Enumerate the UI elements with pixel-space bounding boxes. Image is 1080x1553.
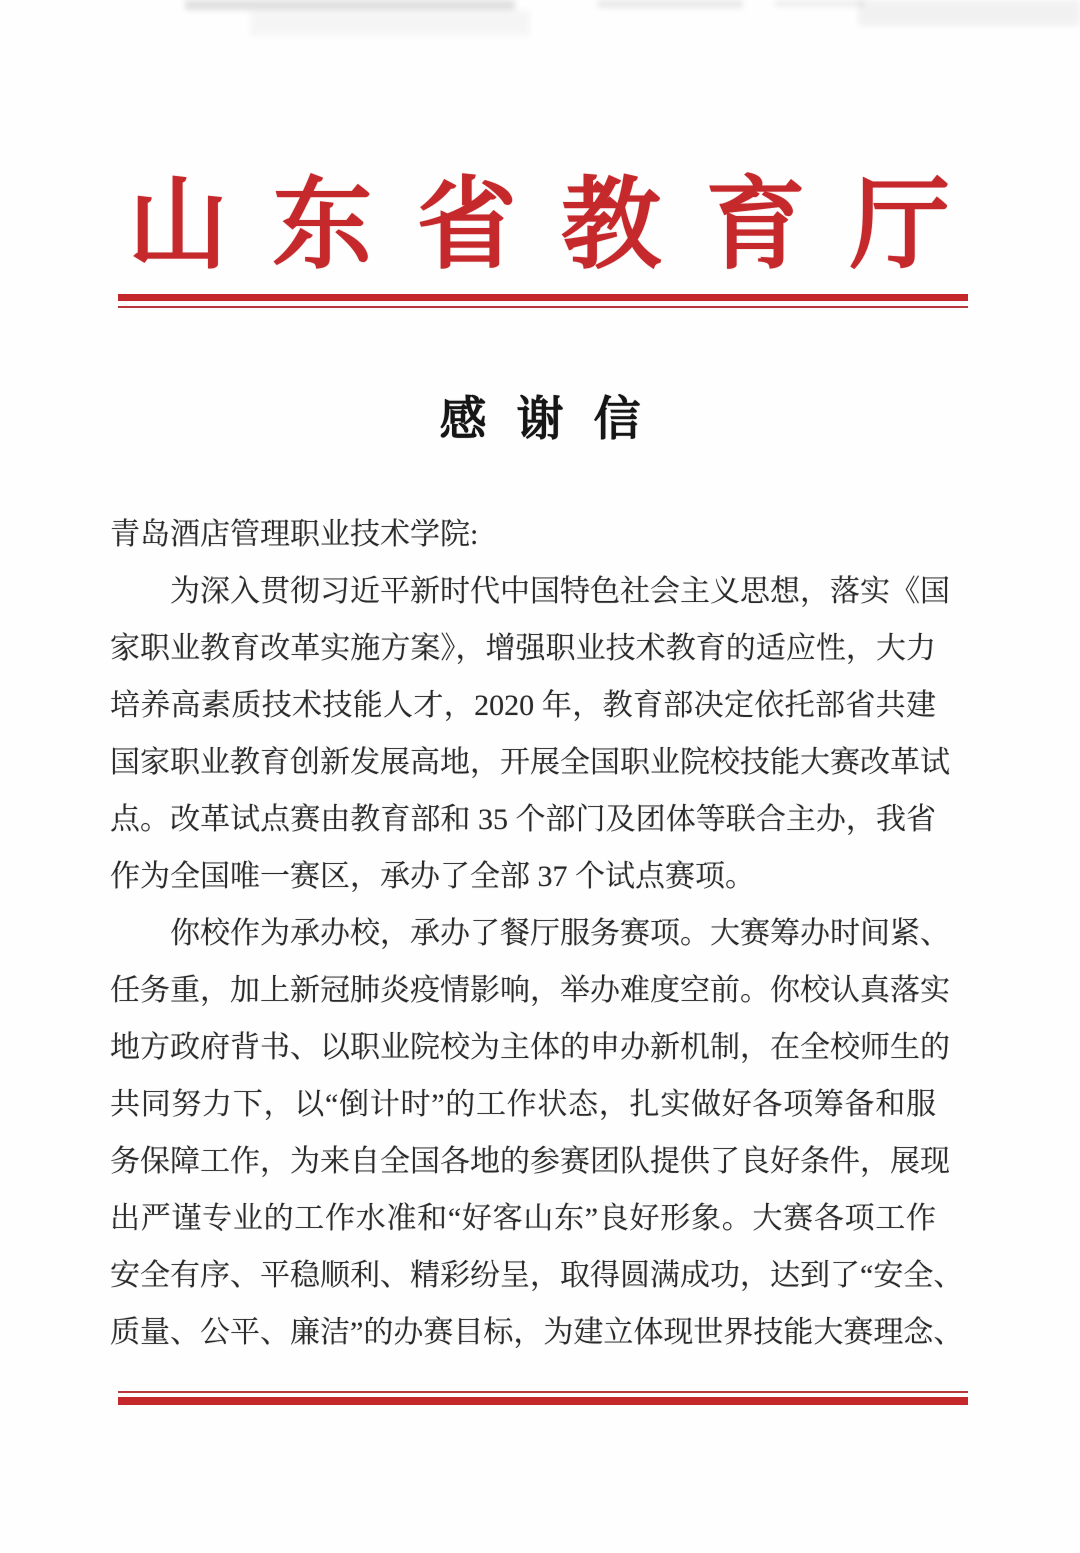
body-line: 为深入贯彻习近平新时代中国特色社会主义思想，落实《国: [170, 575, 950, 608]
body-line: 作为全国唯一赛区，承办了全部 37 个试点赛项。: [110, 860, 755, 893]
letterhead-agency-name: 山 东 省 教 育 厅: [128, 170, 950, 281]
body-line: 地方政府背书、以职业院校为主体的申办新机制，在全校师生的: [110, 1031, 950, 1064]
scan-artifact: [858, 0, 1080, 26]
body-line: 国家职业教育创新发展高地，开展全国职业院校技能大赛改革试: [110, 746, 950, 779]
body-line: 出严谨专业的工作水准和“好客山东”良好形象。大赛各项工作: [110, 1202, 936, 1235]
letterhead-divider-thin: [118, 306, 968, 308]
body-line: 你校作为承办校，承办了餐厅服务赛项。大赛筹办时间紧、: [170, 917, 950, 950]
body-line: 家职业教育改革实施方案》，增强职业技术教育的适应性，大力: [110, 632, 936, 665]
body-line: 培养高素质技术技能人才，2020 年，教育部决定依托部省共建: [110, 689, 936, 722]
body-line: 安全有序、平稳顺利、精彩纷呈，取得圆满成功，达到了“安全、: [110, 1259, 964, 1292]
scan-artifact: [185, 0, 515, 10]
scan-artifact: [775, 0, 865, 7]
footer-divider-thick: [118, 1397, 968, 1405]
scan-artifact: [598, 0, 743, 8]
scan-artifact: [250, 10, 530, 36]
body-line: 质量、公平、廉洁”的办赛目标，为建立体现世界技能大赛理念、: [110, 1316, 964, 1349]
body-line: 任务重，加上新冠肺炎疫情影响，举办难度空前。你校认真落实: [110, 974, 950, 1007]
body-line: 务保障工作，为来自全国各地的参赛团队提供了良好条件，展现: [110, 1145, 950, 1178]
letter-body: [110, 506, 964, 1361]
salutation: 青岛酒店管理职业技术学院:: [110, 518, 479, 551]
letter-title: 感谢信: [439, 394, 671, 446]
footer-divider-thin: [118, 1391, 968, 1393]
body-line: 点。改革试点赛由教育部和 35 个部门及团体等联合主办，我省: [110, 803, 936, 836]
body-line: 共同努力下，以“倒计时”的工作状态，扎实做好各项筹备和服: [110, 1088, 936, 1121]
letterhead-divider-thick: [118, 294, 968, 301]
